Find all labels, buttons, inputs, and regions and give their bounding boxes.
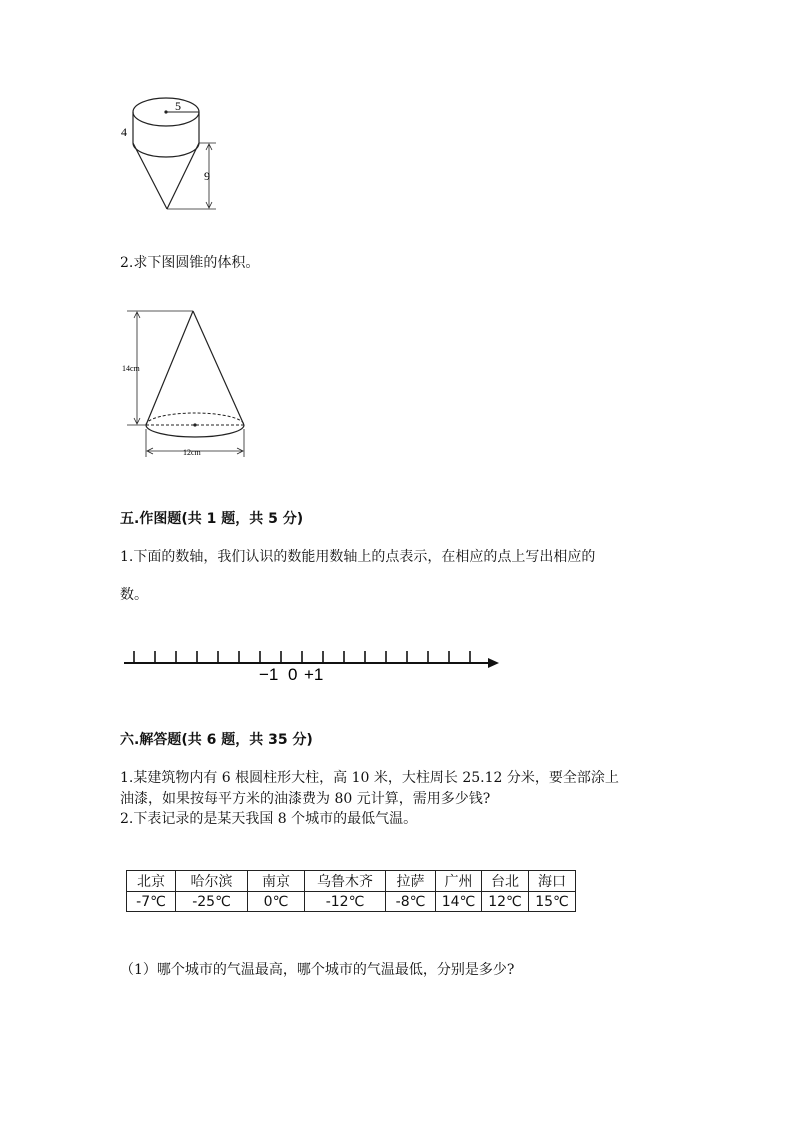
cone-height-label: 9 [204,169,210,183]
city-cell: 北京 [127,871,176,892]
section-5-q1-line1: 1.下面的数轴，我们认识的数能用数轴上的点表示，在相应的点上写出相应的 [120,549,596,565]
temp-cell: -8℃ [386,892,436,912]
cylinder-height-label: 4 [121,125,127,139]
label-minus-one: −1 [259,665,279,684]
city-cell: 台北 [482,871,529,892]
section-6-q1-line1: 1.某建筑物内有 6 根圆柱形大柱，高 10 米，大柱周长 25.12 分米，要全部涂上 [120,770,619,786]
cone-height-label: 14cm [122,364,140,373]
question-2-text: 2.求下图圆锥的体积。 [120,255,260,271]
city-cell: 广州 [436,871,482,892]
number-line [118,640,508,688]
city-cell: 乌鲁木齐 [305,871,386,892]
temp-cell: -12℃ [305,892,386,912]
label-plus-one: +1 [304,665,324,684]
cone-figure [115,305,255,465]
label-zero: 0 [288,665,298,684]
temperature-table [126,870,576,912]
temp-cell: 14℃ [436,892,482,912]
section-6-q2-text: 2.下表记录的是某天我国 8 个城市的最低气温。 [120,811,418,827]
section-5-title: 五.作图题(共 1 题，共 5 分) [120,511,304,527]
temp-cell: 15℃ [529,892,576,912]
section-5-q1-line2: 数。 [120,587,148,603]
subquestion-1: （1）哪个城市的气温最高，哪个城市的气温最低，分别是多少? [120,962,515,978]
temperature-row [127,892,576,912]
cone-diameter-label: 12cm [183,448,201,457]
city-row [127,871,576,892]
city-cell: 海口 [529,871,576,892]
cylinder-cone-figure [112,90,222,215]
section-6-q1-line2: 油漆，如果按每平方米的油漆费为 80 元计算，需用多少钱? [120,791,491,807]
temp-cell: 0℃ [248,892,305,912]
city-cell: 南京 [248,871,305,892]
temp-cell: 12℃ [482,892,529,912]
city-cell: 拉萨 [386,871,436,892]
number-line-ticks [134,651,470,663]
temp-cell: -25℃ [176,892,248,912]
section-6-title: 六.解答题(共 6 题，共 35 分) [120,732,313,748]
city-cell: 哈尔滨 [176,871,248,892]
temp-cell: -7℃ [127,892,176,912]
radius-label: 5 [175,99,181,113]
